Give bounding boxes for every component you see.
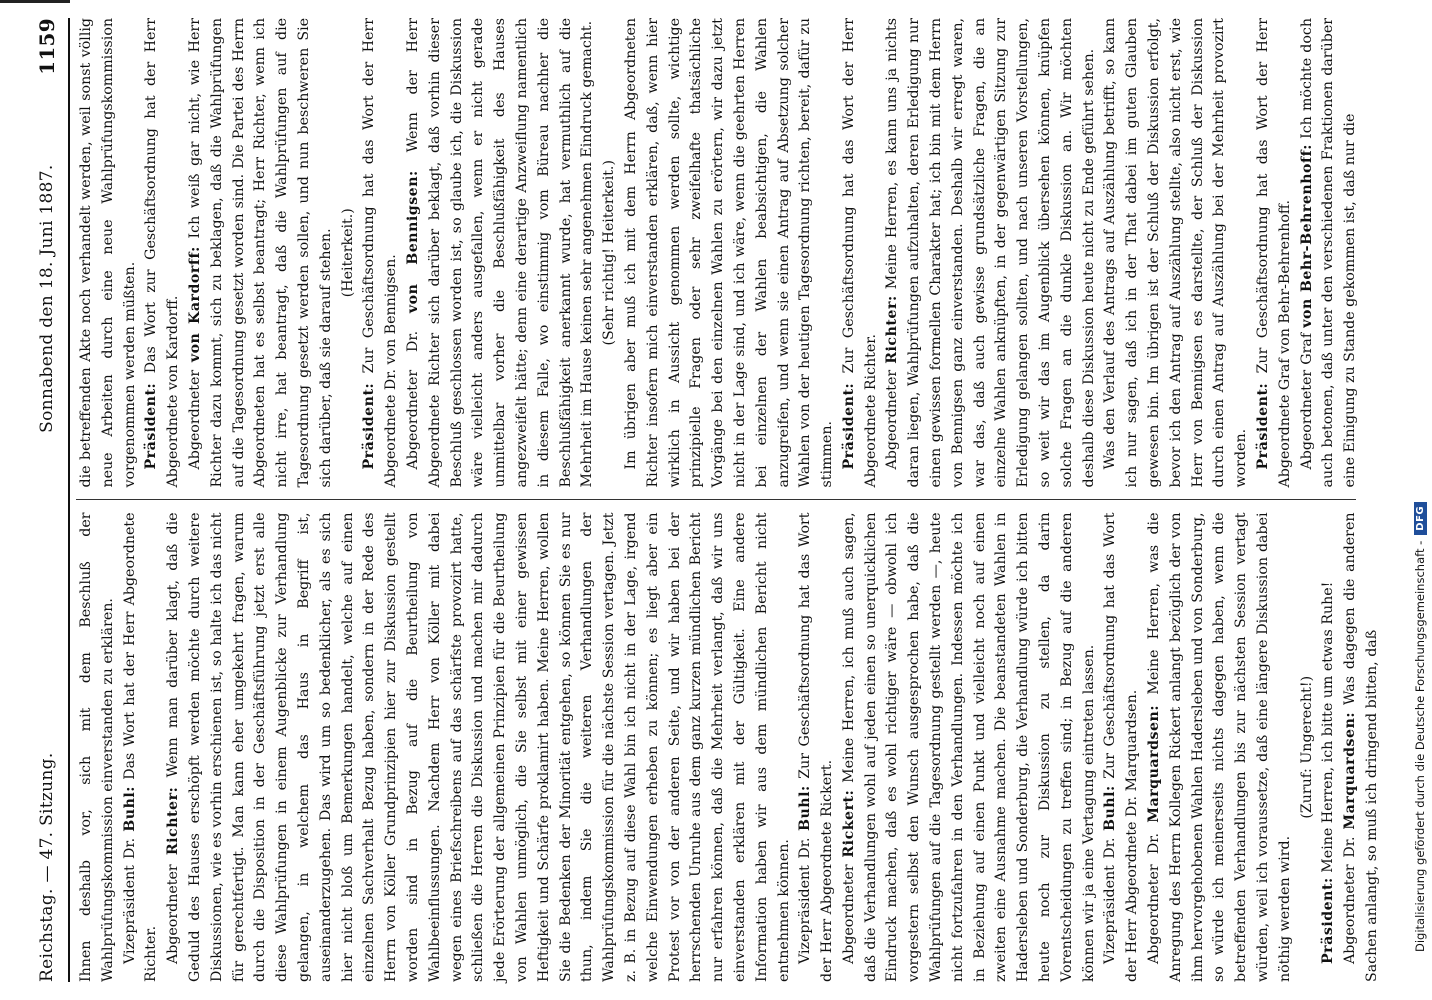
speaker-name: Präsident: xyxy=(143,382,160,470)
speaker-name: von Bennigsen: xyxy=(404,170,421,314)
speech-paragraph xyxy=(141,18,185,488)
speaker-name: Präsident: xyxy=(840,382,857,470)
speaker-name: Richter: xyxy=(884,295,901,364)
speech-paragraph xyxy=(1318,513,1340,983)
speaker-name: Rickert: xyxy=(840,789,857,858)
speaker-name: Buhl: xyxy=(797,785,814,832)
left-column xyxy=(76,500,1381,983)
speech-text: Das Wort zur Geschäftsordnung hat der Herr Abgeordnete von Kardorff. xyxy=(143,18,182,488)
paragraph: die betreffenden Akte noch verhandelt werden, weil sonst völlig neue Arbeiten durch eine neue Wahlprüfungskommission vorgenommen werden müßten. xyxy=(78,18,138,488)
speech-paragraph xyxy=(1253,18,1297,488)
speech-paragraph xyxy=(120,513,164,983)
speaker-name: Buhl: xyxy=(121,785,138,832)
speech-paragraph xyxy=(1144,513,1297,983)
speech-paragraph xyxy=(839,513,1101,983)
speaker-name: von Kardorff: xyxy=(186,246,203,363)
speech-paragraph xyxy=(839,18,883,488)
speaker-title: Abgeordneter Dr. xyxy=(1146,822,1163,964)
speech-text: Das Wort hat der Herr Abgeordnete Richter. xyxy=(121,512,160,982)
paragraph: Was den Verlauf des Antrags auf Auszählung betrifft, so kann ich nur sagen, daß ich in der That dabei im guten Glauben gewesen bin. Im übrigen ist der Schluß der Diskussion erfolgt, bevor ich den Antrag auf Auszählung stellte, also nicht erst, wie Herr von Bennigsen es darstellte, der Schluß der Diskussion durch einen Antrag auf Auszählung bei der Mehrheit provozirt worden. xyxy=(1102,18,1250,488)
speech-text: Zur Geschäftsordnung hat das Wort der Herr Abgeordnete Graf von Behr-Behrenhoff. xyxy=(1255,18,1293,488)
paragraph: Ihnen deshalb vor, sich mit dem Beschluß der Wahlprüfungskommission einverstanden zu erklären. xyxy=(78,512,116,982)
speaker-name: Präsident: xyxy=(361,382,378,470)
speaker-title: Abgeordneter xyxy=(884,363,901,470)
speaker-title: Abgeordneter Dr. xyxy=(404,313,421,470)
document-page xyxy=(26,0,1381,1000)
speaker-title: Abgeordneter xyxy=(165,855,182,964)
speaker-title: Vizepräsident Dr. xyxy=(121,831,138,964)
speech-text: Meine Herren, was die Anregung des Herrn Kollegen Rickert anlangt bezüglich der von ihm hervorgehobenen Wahlen Hadersleben und von Sonderburg, so würde ich meinerseits nichts dagegen haben, wenn die betreffenden Verhandlungen bis zur nächsten Session vertagt würden, weil ich voraussetze, daß eine längere Diskussion dabei nöthig werden wird. xyxy=(1146,512,1293,982)
header-left: Reichstag. — 47. Sitzung. xyxy=(37,752,57,982)
speech-text: Meine Herren, ich bitte um etwas Ruhe! xyxy=(1320,581,1337,878)
speech-text: Was dagegen die anderen Sachen anlangt, so muß ich dringend bitten, daß xyxy=(1342,512,1381,982)
speech-paragraph xyxy=(359,18,403,488)
dfg-logo: DFG xyxy=(1414,502,1427,535)
speech-text: Meine Herren, es kann uns ja nichts daran liegen, Wahlprüfungen aufzuhalten, deren Erledigung nur einen gewissen formellen Charakter hat; ich bin mit dem Herrn von Bennigsen ganz einverstanden. Deshalb wir erregt waren, war das, daß auch gewisse grundsätzliche Fragen, die an einzelne Wahlen anknüpften, in der gegenwärtigen Sitzung zur Erledigung gelangen sollten, und nach unseren Vorstellungen, so weit wir das im Augenblick übersehen können, knüpfen solche Fragen an die dunkle Diskussion an. Wir möchten deshalb diese Diskussion heute nicht zu Ende geführt sehen. xyxy=(884,18,1097,488)
speaker-name: Präsident: xyxy=(1255,382,1272,470)
speech-paragraph xyxy=(1100,513,1144,983)
speech-paragraph xyxy=(882,18,1100,488)
digitization-credit xyxy=(1410,8,1430,992)
speech-paragraph xyxy=(1297,18,1362,488)
speaker-title: Abgeordneter xyxy=(186,362,203,470)
speaker-name: Marquardsen: xyxy=(1342,711,1359,830)
speaker-title: Abgeordneter Graf xyxy=(1298,327,1315,470)
speech-paragraph xyxy=(163,513,795,983)
speech-paragraph xyxy=(1340,513,1384,983)
text-columns xyxy=(76,18,1381,982)
speaker-title: Abgeordneter Dr. xyxy=(1342,829,1359,964)
paragraph: Im übrigen aber muß ich mit dem Herrn Abgeordneten Richter insofern mich einverstanden erklären, daß, wenn hier wirklich in Aussicht genommen werden sollte, wichtige prinzipielle Fragen oder sehr zweifelhafte thatsächliche Vorgänge bei den einzelnen Wahlen zu erörtern, wir dazu jetzt nicht in der Lage sind, und ich wäre, wenn die geehrten Herren bei einzelnen der Wahlen beabsichtigen, die Wahlen anzugreifen, und wenn sie einen Antrag auf Absetzung solcher Wahlen von der heutigen Tagesordnung richten, bereit, dafür zu stimmen. xyxy=(622,18,836,488)
speech-text: Zur Geschäftsordnung hat das Wort der Herr Abgeordnete Richter. xyxy=(840,18,879,488)
speech-text: Ich möchte doch auch betonen, daß unter den verschiedenen Fraktionen darüber eine Einigung zu Stande gekommen ist, daß nur die xyxy=(1298,18,1359,488)
page-number: 1159 xyxy=(35,18,59,75)
interjection: (Heiterkeit.) xyxy=(339,208,356,298)
header-date: Sonnabend den 18. Juni 1887. xyxy=(37,164,57,433)
speaker-name: Marquardsen: xyxy=(1146,704,1163,823)
speech-text: Wenn der Herr Abgeordnete Richter sich darüber beklagt, daß vorhin dieser Beschluß geschlossen worden ist, so glaube ich, die Diskussion wäre vielleicht anders ausgefallen, wenn er nicht gerade unmittelbar vorher die Beschlußfähigkeit des Hauses angezweifelt hätte; denn eine derartige Anzweiflung namentlich in diesem Falle, wo einstimmig vom Büreau nachher die Beschlußfähigkeit anerkannt wurde, hat vermuthlich auf die Mehrheit im Hause keinen sehr angenehmen Eindruck gemacht. xyxy=(404,18,596,488)
speech-text: Zur Geschäftsordnung hat das Wort der Herr Abgeordnete Rickert. xyxy=(797,512,836,982)
speaker-title: Vizepräsident Dr. xyxy=(797,831,814,964)
speech-text: Zur Geschäftsordnung hat das Wort der Herr Abgeordnete Dr. Marquardsen. xyxy=(1102,512,1141,982)
credit-text: Digitalisierung gefördert durch die Deutsche Forschungsgemeinschaft - xyxy=(1413,540,1427,952)
speaker-title: Abgeordneter xyxy=(840,857,857,964)
speaker-name: Buhl: xyxy=(1102,785,1119,832)
interjection: (Zuruf: Ungerecht!) xyxy=(1298,675,1315,819)
page-header xyxy=(26,18,70,982)
right-column xyxy=(76,18,1359,500)
speech-paragraph xyxy=(795,513,839,983)
speaker-name: von Behr-Behrenhoff: xyxy=(1298,144,1315,328)
speech-text: Zur Geschäftsordnung hat das Wort der Herr Abgeordnete Dr. von Bennigsen. xyxy=(361,18,400,488)
interjection: (Sehr richtig! Heiterkeit.) xyxy=(601,160,618,346)
speech-paragraph xyxy=(185,18,338,488)
speech-text: Ich weiß gar nicht, wie Herr Richter dazu kommt, sich zu beklagen, daß die Wahlprüfungen auf die Tagesordnung gesetzt worden sind. Die Partei des Herrn Abgeordneten hat es selbst beantragt; Herr Richter, wenn ich nicht irre, hat beantragt, daß die Wahlprüfungen auf die Tagesordnung gesetzt werden sollen, und nun beschweren Sie sich darüber, daß sie darauf stehen. xyxy=(186,18,334,488)
speaker-name: Richter: xyxy=(165,786,182,856)
speaker-title: Vizepräsident Dr. xyxy=(1102,831,1119,964)
speech-paragraph xyxy=(403,18,599,488)
speaker-name: Präsident: xyxy=(1320,877,1337,964)
speech-text: Wenn man darüber klagt, daß die Geduld des Hauses erschöpft werden möchte durch weitere Diskussionen, wie es vorhin erschienen ist, so halte ich das nicht für gerechtfertigt. Man kann eher umgekehrt fragen, warum durch die Disposition in der Geschäftsführung jetzt erst alle diese Wahlprüfungen in einem Augenblicke zur Verhandlung gelangen, in welchem das Haus in Begriff ist, auseinanderzugehen. Das wird um so bedenklicher, als es sich hier nicht bloß um Bemerkungen handelt, welche auf einen einzelnen Sachverhalt Bezug haben, sondern in der Rede des Herrn von Köller Grundprinzipien hier zur Diskussion gestellt worden sind in Bezug auf die Beurtheilung von Wahlbeeinflussungen. Nachdem Herr von Köller mit dabei wegen eines Briefschreibens auf das schärfste provozirt hatte, schließen die Herren die Diskussion und machen mir dadurch jede Erörterung der allgemeinen Prinzipien für die Beurtheilung von Wahlen unmöglich, die Sie selbst mit einer gewissen Heftigkeit und Schärfe proklamirt haben. Meine Herren, wollen Sie die Bedenken der Minorität entgehen, so können Sie es nur thun, indem Sie die weiteren Verhandlungen der Wahlprüfungskommission für die nächste Session vertagen. Jetzt z. B. in Bezug auf diese Wahl bin ich nicht in der Lage, irgend welche Einwendungen erheben zu können; es liegt aber ein Protest vor von der anderen Seite, und wir haben bei der herrschenden Unruhe aus dem ganz kurzen mündlichen Bericht nur erfahren können, daß die Mehrheit verlangt, daß wir uns einverstanden erklären mit der Gültigkeit. Eine andere Information haben wir aus dem mündlichen Bericht nicht entnehmen können. xyxy=(165,512,792,982)
speech-text: Meine Herren, ich muß auch sagen, daß die Verhandlungen wohl auf jeden einen so unerquicklichen Eindruck machen, daß es wohl richtiger wäre — obwohl ich vorgestern selbst den Wunsch ausgesprochen habe, daß die Wahlprüfungen auf die Tagesordnung gestellt werden —, heute nicht fortzufahren in den Verhandlungen. Indessen möchte ich in Beziehung auf einen Punkt und vielleicht noch auf einen zweiten eine Ausnahme machen. Die beanstandeten Wahlen in Hadersleben und Sonderburg, die Verhandlung würde ich bitten heute noch zur Diskussion zu stellen, da darin Vorentscheidungen zu treffen sind; in Bezug auf die anderen können wir ja eine Vertagung eintreten lassen. xyxy=(840,512,1097,982)
